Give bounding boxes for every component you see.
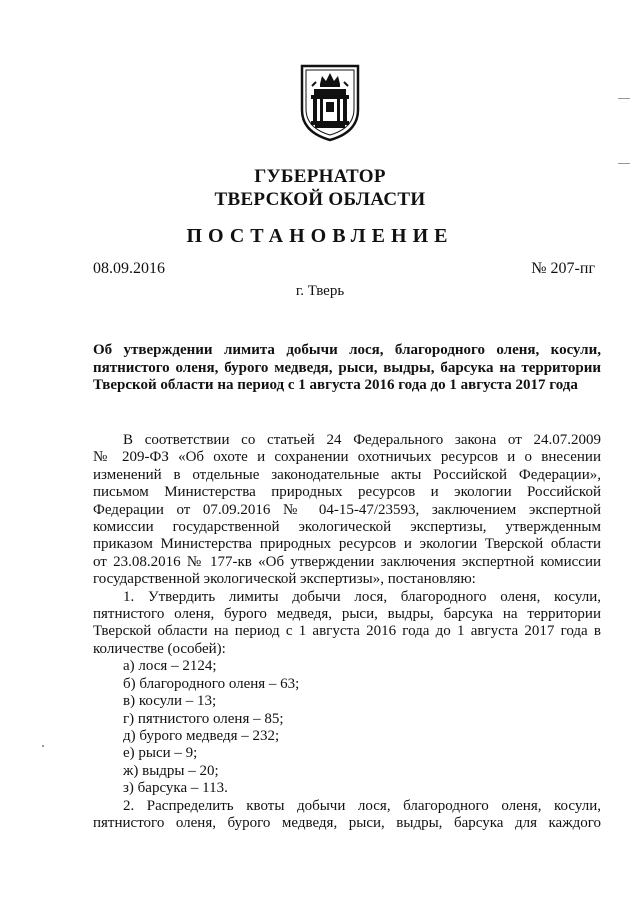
point2-line: пятнистого оленя, бурого медведя, рыси, выдры, барсука для каждого xyxy=(93,814,601,831)
preamble-line: В соответствии со статьей 24 Федерального закона от 24.07.2009 xyxy=(123,432,601,448)
scan-margin-mark xyxy=(618,163,630,164)
scan-margin-mark xyxy=(618,98,630,99)
preamble-line: изменений в отдельные законодательные акты Российской Федерации», xyxy=(93,466,601,483)
point1-line: количестве (особей): xyxy=(93,640,226,657)
preamble-line: государственной экологической экспертизы», постановляю: xyxy=(93,571,476,588)
limit-item: д) бурого медведя – 232; xyxy=(123,727,280,744)
document-city: г. Тверь xyxy=(295,283,345,299)
issuer-title-line1: ГУБЕРНАТОР xyxy=(254,166,386,187)
preamble-line: приказом Министерства природных ресурсов и экологии Тверской области xyxy=(93,536,601,553)
limit-item: б) благородного оленя – 63; xyxy=(123,675,300,692)
issuer-title-line2: ТВЕРСКОЙ ОБЛАСТИ xyxy=(214,189,426,210)
preamble-line: от 23.08.2016 № 177-кв «Об утверждении заключения экспертной комиссии xyxy=(93,553,601,570)
coat-of-arms-icon xyxy=(298,62,362,142)
document-number: № 207-пг xyxy=(531,260,595,277)
scan-speck xyxy=(42,745,44,747)
subject-line: Об утверждении лимита добычи лося, благородного оленя, косули, xyxy=(93,342,601,358)
limit-item: ж) выдры – 20; xyxy=(123,762,219,779)
subject-line: пятнистого оленя, бурого медведя, рыси, выдры, барсука на территории xyxy=(93,359,601,376)
preamble-line: Федерации от 07.09.2016 № 04-15-47/23593, заключением экспертной xyxy=(93,501,601,518)
point2-line: 2. Распределить квоты добычи лося, благородного оленя, косули, xyxy=(123,797,601,814)
limit-item: в) косули – 13; xyxy=(123,693,217,710)
point1-line: пятнистого оленя, бурого медведя, рыси, выдры, барсука на территории xyxy=(93,606,601,623)
limit-item: г) пятнистого оленя – 85; xyxy=(123,710,284,727)
document-body xyxy=(93,432,601,832)
limit-item: з) барсука – 113. xyxy=(123,780,228,797)
point1-line: 1. Утвердить лимиты добычи лося, благородного оленя, косули, xyxy=(123,588,601,605)
preamble-line: комиссии государственной экологической экспертизы, утвержденным xyxy=(93,519,601,536)
subject-line: Тверской области на период с 1 августа 2016 года до 1 августа 2017 года xyxy=(93,377,578,393)
point1-line: Тверской области на период с 1 августа 2016 года до 1 августа 2017 года в xyxy=(93,623,601,640)
limit-item: е) рыси – 9; xyxy=(123,745,198,762)
document-subject xyxy=(93,342,601,395)
preamble-line: № 209-ФЗ «Об охоте и сохранении охотничьих ресурсов и о внесении xyxy=(93,449,601,466)
limit-item: а) лося – 2124; xyxy=(123,658,217,675)
document-type: ПОСТАНОВЛЕНИЕ xyxy=(186,225,454,247)
preamble-line: письмом Министерства природных ресурсов и экологии Российской xyxy=(93,484,601,501)
document-date: 08.09.2016 xyxy=(93,260,165,277)
